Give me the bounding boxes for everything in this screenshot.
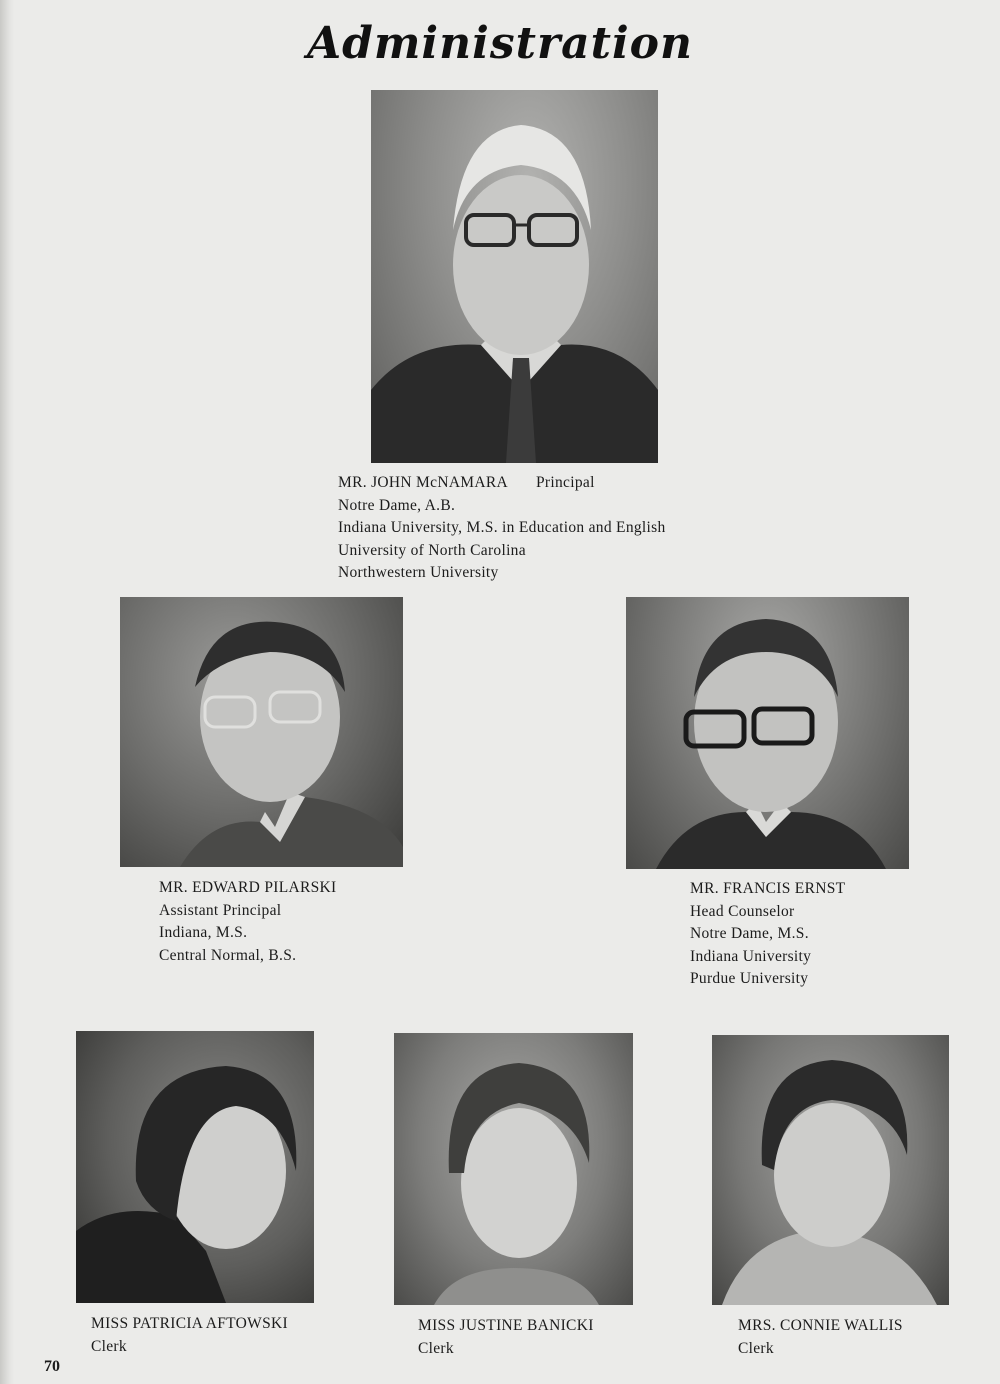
clerk-portrait-aftowski (76, 1031, 314, 1303)
head-counselor-role: Head Counselor (690, 902, 795, 920)
head-counselor-caption (690, 878, 845, 991)
head-counselor-credential: Notre Dame, M.S. (690, 925, 809, 942)
assistant-principal-role: Assistant Principal (159, 901, 282, 919)
principal-caption (338, 472, 666, 585)
clerk-caption-wallis (738, 1315, 903, 1360)
clerk-name: MISS PATRICIA AFTOWSKI (91, 1315, 288, 1332)
clerk-name: MRS. CONNIE WALLIS (738, 1317, 903, 1334)
clerk-caption-banicki (418, 1315, 594, 1360)
principal-credential: University of North Carolina (338, 541, 526, 559)
principal-credential: Indiana University, M.S. in Education and English (338, 519, 666, 536)
assistant-principal-portrait (120, 597, 403, 867)
assistant-principal-credential: Indiana, M.S. (159, 924, 248, 941)
principal-credential: Notre Dame, A.B. (338, 496, 456, 514)
page-binding-shadow (0, 0, 14, 1384)
head-counselor-credential: Purdue University (690, 970, 809, 987)
principal-name-line (338, 472, 666, 495)
clerk-role: Clerk (91, 1337, 127, 1355)
principal-role: Principal (536, 474, 595, 491)
clerk-portrait-banicki (394, 1033, 633, 1305)
clerk-portrait-wallis (712, 1035, 949, 1305)
assistant-principal-caption (159, 877, 337, 967)
assistant-principal-name: MR. EDWARD PILARSKI (159, 879, 337, 896)
principal-credential: Northwestern University (338, 564, 499, 581)
head-counselor-portrait (626, 597, 909, 869)
page-title: Administration (306, 18, 694, 69)
assistant-principal-credential: Central Normal, B.S. (159, 946, 297, 964)
clerk-name: MISS JUSTINE BANICKI (418, 1317, 594, 1334)
head-counselor-credential: Indiana University (690, 947, 812, 965)
clerk-role: Clerk (418, 1339, 454, 1357)
principal-portrait (371, 90, 658, 463)
clerk-role: Clerk (738, 1339, 774, 1357)
head-counselor-name: MR. FRANCIS ERNST (690, 880, 846, 897)
clerk-caption-aftowski (91, 1313, 288, 1358)
principal-name: MR. JOHN McNAMARA (338, 474, 509, 491)
page-number: 70 (44, 1358, 60, 1375)
